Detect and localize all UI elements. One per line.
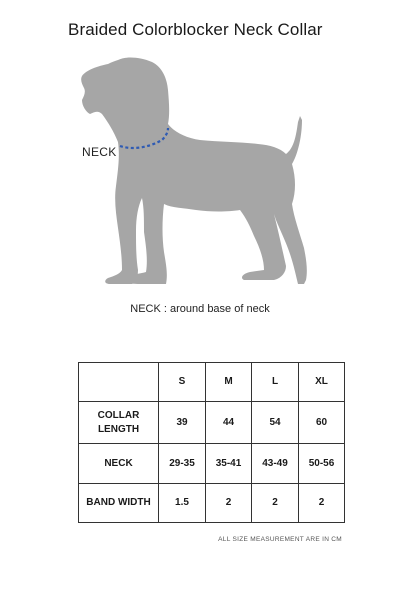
size-table [78,362,345,523]
table-cell: 2 [252,484,299,523]
table-header-row [79,363,345,402]
row-label [79,402,159,444]
table-row [79,444,345,484]
page-title: Braided Colorblocker Neck Collar [68,20,323,39]
table-cell: 29-35 [159,444,206,484]
table-cell: 60 [299,402,345,444]
table-row [79,402,345,444]
table-header-cell: S [159,363,206,402]
table-cell: 39 [159,402,206,444]
row-label: NECK [79,444,159,484]
table-cell: 35-41 [206,444,252,484]
neck-label: NECK [82,145,117,159]
row-label: BAND WIDTH [79,484,159,523]
measurement-footnote: ALL SIZE MEASUREMENT ARE IN CM [218,536,342,543]
table-cell: 54 [252,402,299,444]
table-header-cell: XL [299,363,345,402]
table-cell: 1.5 [159,484,206,523]
neck-caption: NECK : around base of neck [130,303,270,315]
table-cell: 2 [206,484,252,523]
table-cell: 50-56 [299,444,345,484]
table-cell: 44 [206,402,252,444]
row-label-text: COLLAR LENGTH [97,409,140,435]
table-header-cell [79,363,159,402]
table-cell: 43-49 [252,444,299,484]
dog-silhouette-icon [60,52,320,297]
dog-body [81,58,307,284]
table-header-cell: M [206,363,252,402]
table-header-cell: L [252,363,299,402]
table-row [79,484,345,523]
table-cell: 2 [299,484,345,523]
